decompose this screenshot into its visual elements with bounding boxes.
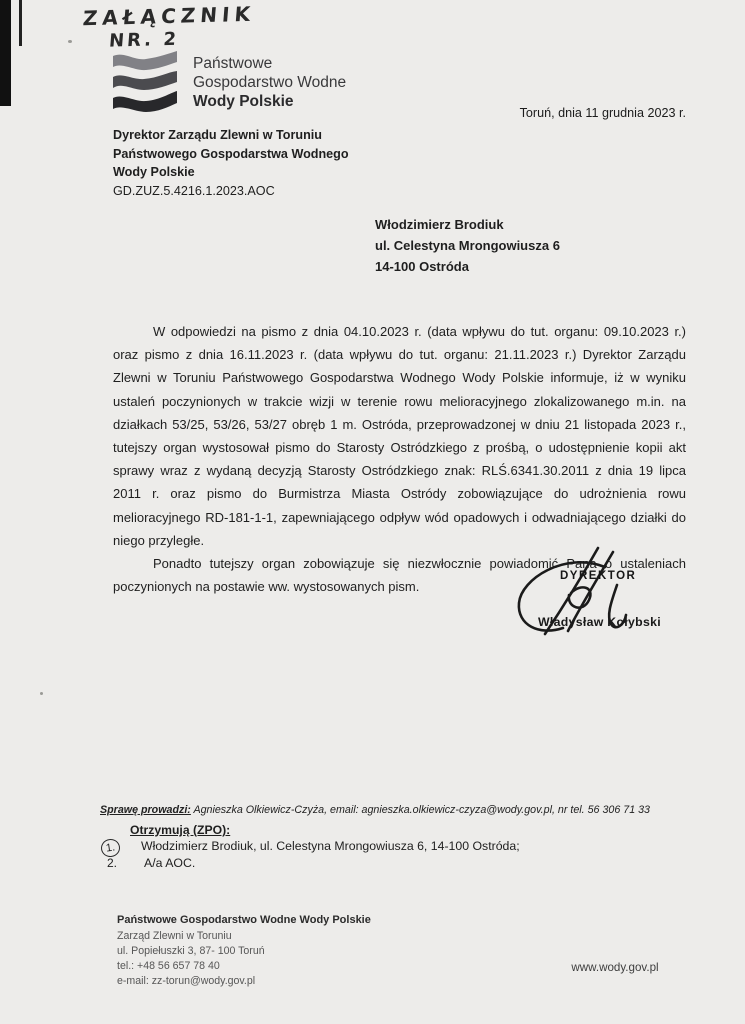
footer-org-name: Państwowe Gospodarstwo Wodne Wody Polskie [117, 914, 371, 926]
handwritten-annotation-line2: NR. 2 [108, 28, 180, 52]
scan-speck [68, 40, 72, 43]
logo-text-line1: Państwowe [193, 54, 273, 72]
footer-address: ul. Popiełuszki 3, 87- 100 Toruń [117, 945, 265, 957]
signer-name: Władysław Kołybski [538, 615, 661, 629]
footer-dept: Zarząd Zlewni w Toruniu [117, 930, 232, 942]
sender-block [113, 126, 349, 200]
footer-phone: tel.: +48 56 657 78 40 [117, 960, 220, 972]
scan-speck [40, 692, 43, 695]
body-paragraph-2: Ponadto tutejszy organ zobowiązuje się niezwłocznie powiadomić Pana o ustaleniach poczynionych na postawie ww. wystosowanych pism. [113, 556, 686, 595]
logo-waves-icon [110, 50, 180, 114]
handwritten-annotation-line1: ZAŁĄCZNIK [81, 1, 256, 31]
footer-email: e-mail: zz-torun@wody.gov.pl [117, 975, 256, 987]
case-officer-label: Sprawę prowadzi: [100, 804, 191, 816]
distribution-item-2 [104, 856, 664, 876]
distribution-heading: Otrzymują (ZPO): [130, 823, 231, 837]
handwritten-annotation [80, 2, 256, 53]
scan-edge-artifact [0, 0, 11, 106]
case-officer-details: Agnieszka Olkiewicz-Czyża, email: agnieszka.olkiewicz-czyza@wody.gov.pl, nr tel. 56 306 71 33 [190, 804, 650, 816]
letter-date: Toruń, dnia 11 grudnia 2023 r. [519, 106, 686, 120]
recipient-street: ul. Celestyna Mrongowiusza 6 [375, 238, 560, 253]
distribution-item-2-number: 2. [107, 856, 118, 870]
body-paragraph-1: W odpowiedzi na pismo z dnia 04.10.2023 r. (data wpływu do tut. organu: 09.10.2023 r.) oraz pismo z dnia 16.11.2023 r. (data wpływu do tut. organu: 21.11.2023 r.) Dyrektor Zarządu Zlewni w Toruniu Państwowego Gospodarstwa Wodnego Wody Polskie informuje, iż w wyniku ustaleń poczynionych w trakcie wizji w terenie rowu melioracyjnego zlokalizowanego m.in. na działkach 53/25, 53/26, 53/27 obręb 1 m. Ostróda, przeprowadzonej w dniu 21 listopada 2023 r., tutejszy organ wystosował pismo do Starosty Ostródzkiego z prośbą, o udostępnienie kopii akt sprawy wraz z wydaną decyzją Starosty Ostródzkiego znak: RLŚ.6341.30.2011 z dnia 19 lipca 2011 r. oraz pismo do Burmistrza Miasta Ostródy zobowiązujące do udrożnienia rowu melioracyjnego RD-181-1-1, zapewniającego odpływ wód opadowych i odwadniającego działki do niego przyległe. [113, 324, 686, 548]
logo-text-line2: Gospodarstwo Wodne [193, 73, 347, 91]
recipient-block [375, 214, 560, 277]
logo-text [193, 54, 346, 111]
sender-line1: Dyrektor Zarządu Zlewni w Toruniu [113, 128, 322, 142]
director-stamp-title: DYREKTOR [560, 570, 637, 582]
logo-text-line3: Wody Polskie [193, 92, 294, 110]
footer-website: www.wody.gov.pl [571, 961, 659, 974]
case-officer-line [100, 804, 680, 816]
scan-edge-line-artifact [19, 0, 22, 46]
footer-block [117, 913, 371, 989]
distribution-item-1-number-circled: 1. [100, 838, 121, 858]
distribution-item-2-text: A/a AOC. [144, 856, 196, 870]
recipient-city: 14-100 Ostróda [375, 259, 469, 274]
wody-polskie-logo [110, 50, 346, 114]
case-number: GD.ZUZ.5.4216.1.2023.AOC [113, 183, 275, 198]
handwritten-signature-icon [505, 545, 670, 645]
sender-line2: Państwowego Gospodarstwa Wodnego [113, 146, 349, 161]
recipient-name: Włodzimierz Brodiuk [375, 217, 504, 232]
distribution-item-1-text: Włodzimierz Brodiuk, ul. Celestyna Mrongowiusza 6, 14-100 Ostróda; [141, 839, 520, 853]
sender-line3: Wody Polskie [113, 165, 195, 179]
